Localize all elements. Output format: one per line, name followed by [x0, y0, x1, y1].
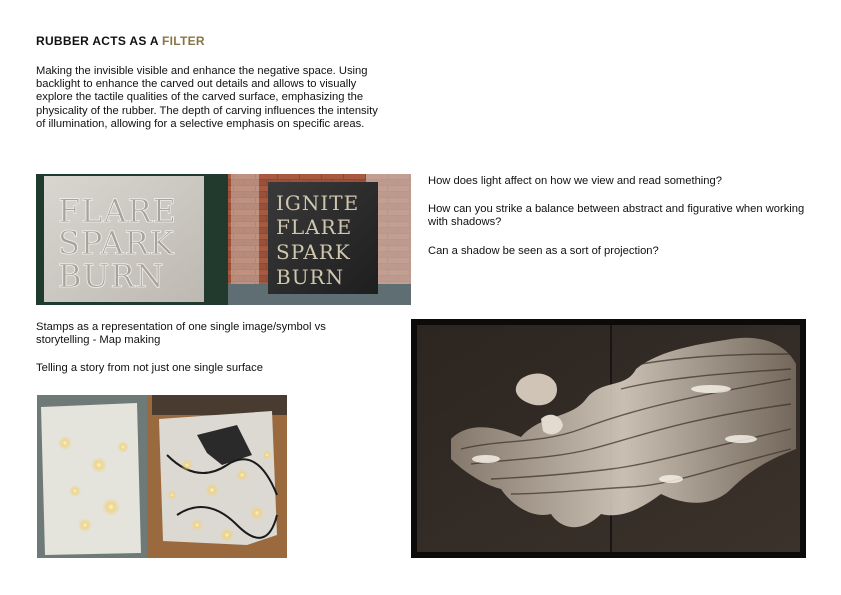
backlit-word-spark: SPARK: [276, 240, 351, 264]
intro-paragraph: Making the invisible visible and enhance the negative space. Using backlight to enhance the carved out details and allows to visually explore the tactile qualities of the carved surface, emphasizing the physicality of the rubber. The depth of carving influences the intensity of illumination, allowing for a selective emphasis on specific areas.: [36, 65, 378, 130]
title-prefix: RUBBER ACTS AS A: [36, 34, 162, 48]
title-accent: FILTER: [162, 34, 205, 48]
question-3: Can a shadow be seen as a sort of projection?: [428, 244, 659, 257]
backlit-word-ignite: IGNITE: [276, 191, 360, 215]
stamps-line-2: Telling a story from not just one single surface: [36, 362, 263, 375]
carved-word-flare: FLARE: [58, 192, 178, 230]
page-title: [36, 34, 205, 48]
carved-plates-photo: [36, 174, 411, 305]
stamps-text: [36, 321, 381, 391]
backlit-word-flare: FLARE: [276, 215, 353, 239]
intro-text: [36, 65, 381, 131]
questions-block: [428, 175, 808, 273]
question-2: How can you strike a balance between abstract and figurative when working with shadows?: [428, 203, 805, 229]
stamps-line-1: Stamps as a representation of one single image/symbol vs storytelling - Map making: [36, 321, 326, 347]
carved-word-burn: BURN: [58, 257, 165, 295]
europe-map-photo: [411, 319, 806, 558]
fairy-lights-photo: [37, 395, 287, 558]
question-1: How does light affect on how we view and read something?: [428, 175, 722, 187]
backlit-word-burn: BURN: [276, 265, 345, 289]
carved-word-spark: SPARK: [58, 224, 175, 262]
